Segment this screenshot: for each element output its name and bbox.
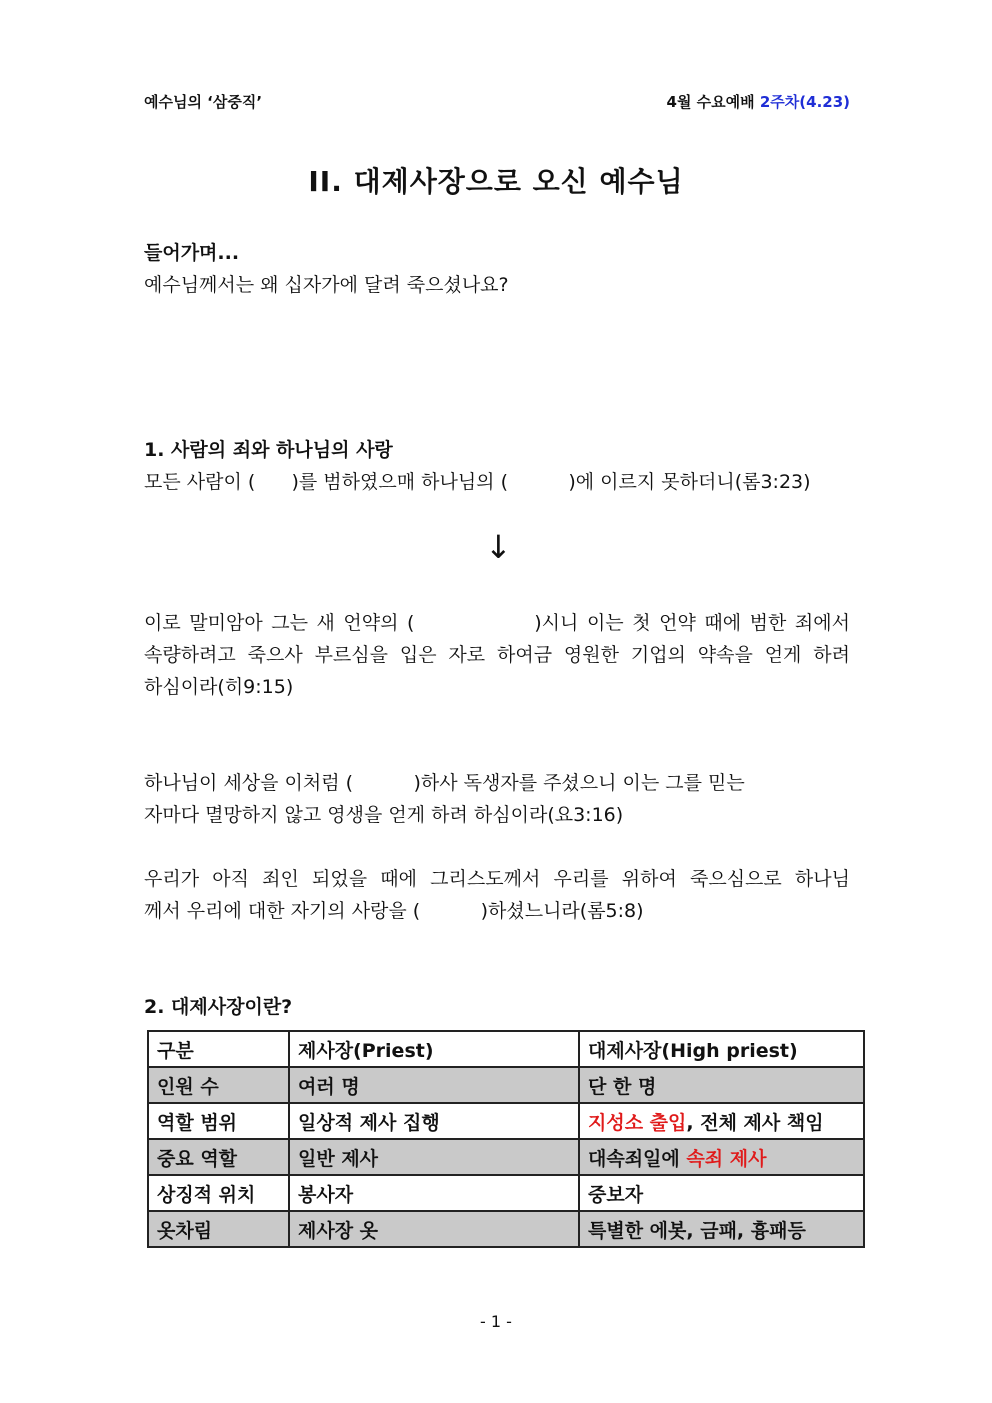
row-label: 상징적 위치: [148, 1175, 289, 1211]
verse-john-3-16-line2: 자마다 멸망하지 않고 영생을 얻게 하려 하심이라(요3:16): [144, 804, 624, 826]
priest-cell: 제사장 옷: [289, 1211, 579, 1247]
intro-heading: 들어가며...: [144, 242, 240, 264]
table-header-row: [148, 1031, 864, 1067]
high-priest-cell: [579, 1211, 864, 1247]
high-priest-cell: [579, 1103, 864, 1139]
table-header-cell: 제사장(Priest): [289, 1031, 579, 1067]
verse-john-3-16-line1: 하나님이 세상을 이처럼 ( )하사 독생자를 주셨으니 이는 그를 믿는: [144, 772, 745, 794]
table-row: [148, 1211, 864, 1247]
page-number: - 1 -: [480, 1312, 512, 1331]
table-row: [148, 1103, 864, 1139]
page-title: II. 대제사장으로 오신 예수님: [308, 165, 684, 198]
priest-cell: 일반 제사: [289, 1139, 579, 1175]
high-priest-cell: [579, 1139, 864, 1175]
priest-cell: 일상적 제사 집행: [289, 1103, 579, 1139]
high-priest-text-suffix: , 전체 제사 책임: [686, 1111, 824, 1134]
section2-heading: 2. 대제사장이란?: [144, 996, 293, 1018]
high-priest-text: 단 한 명: [588, 1075, 657, 1098]
service-info: [667, 91, 850, 112]
high-priest-emphasis: 지성소 출입: [588, 1111, 687, 1134]
intro-question: 예수님께서는 왜 십자가에 달려 죽으셨나요?: [144, 274, 509, 296]
priest-comparison-table: [147, 1030, 865, 1248]
verse-hebrews-9-15-line3: 하심이라(히9:15): [144, 676, 294, 698]
row-label: 인원 수: [148, 1067, 289, 1103]
page-header: [144, 91, 850, 113]
row-label: 역할 범위: [148, 1103, 289, 1139]
high-priest-text: 중보자: [588, 1183, 644, 1206]
table-row: [148, 1067, 864, 1103]
priest-cell: 여러 명: [289, 1067, 579, 1103]
high-priest-cell: [579, 1067, 864, 1103]
high-priest-cell: [579, 1175, 864, 1211]
down-arrow-icon: ↓: [485, 528, 512, 566]
high-priest-text: 대속죄일에: [588, 1147, 687, 1170]
row-label: 옷차림: [148, 1211, 289, 1247]
verse-romans-5-8-line2: 께서 우리에 대한 자기의 사랑을 ( )하셨느니라(롬5:8): [144, 900, 644, 922]
service-week: 2주차(4.23): [759, 93, 850, 111]
section1-heading: 1. 사람의 죄와 하나님의 사랑: [144, 439, 393, 461]
verse-romans-3-23: 모든 사람이 ( )를 범하였으매 하나님의 ( )에 이르지 못하더니(롬3:23): [144, 471, 811, 493]
table-row: [148, 1139, 864, 1175]
verse-romans-5-8-line1: 우리가 아직 죄인 되었을 때에 그리스도께서 우리를 위하여 죽으심으로 하나님: [144, 868, 850, 890]
row-label: 중요 역할: [148, 1139, 289, 1175]
high-priest-emphasis: 속죄 제사: [686, 1147, 767, 1170]
table-header-cell: 구분: [148, 1031, 289, 1067]
verse-hebrews-9-15-line1: 이로 말미암아 그는 새 언약의 ( )시니 이는 첫 언약 때에 범한 죄에서: [144, 612, 850, 634]
table-header-cell: 대제사장(High priest): [579, 1031, 864, 1067]
service-month: 4월 수요예배: [666, 93, 760, 111]
high-priest-text: 특별한 에봇, 금패, 흉패등: [588, 1219, 806, 1242]
verse-hebrews-9-15-line2: 속량하려고 죽으사 부르심을 입은 자로 하여금 영원한 기업의 약속을 얻게 하려: [144, 644, 850, 666]
priest-cell: 봉사자: [289, 1175, 579, 1211]
table-row: [148, 1175, 864, 1211]
series-title: 예수님의 ‘삼중직’: [144, 93, 263, 111]
